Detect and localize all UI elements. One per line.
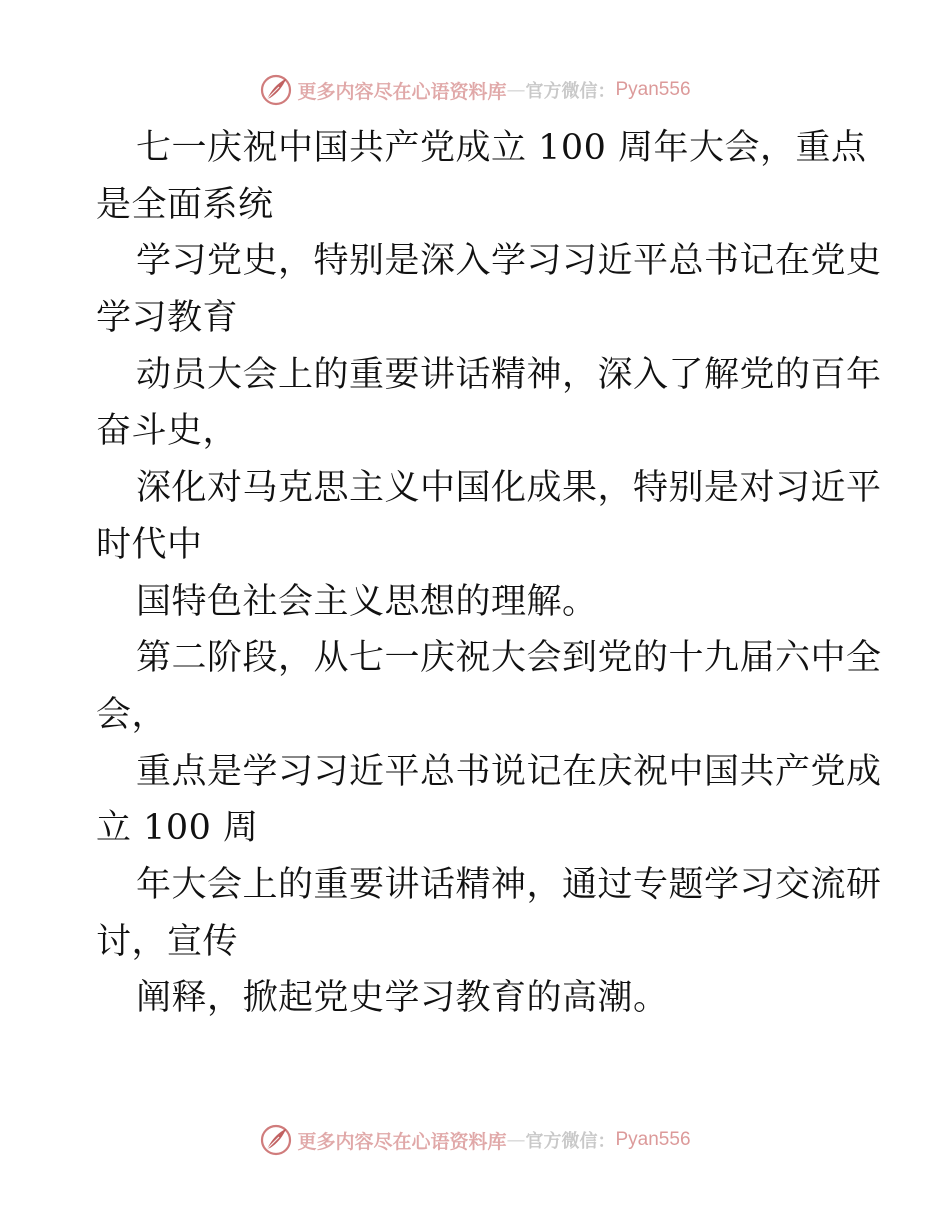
watermark-brand-text: 更多内容尽在心语资料库 (297, 80, 507, 103)
body-line: 奋斗史， (96, 411, 239, 452)
body-line: 学习教育 (96, 298, 239, 339)
watermark-separator: — (506, 1129, 526, 1151)
watermark-wechat-label: 官方微信： (525, 1131, 616, 1152)
watermark-separator: — (506, 79, 526, 101)
body-line: 立 100 周 (96, 808, 259, 849)
body-line: 国特色社会主义思想的理解。 (136, 581, 598, 622)
body-line: 第二阶段，从七一庆祝大会到党的十九届六中全 (136, 638, 882, 679)
watermark-wechat-id: Pyan556 (615, 1129, 691, 1150)
body-line: 年大会上的重要讲话精神，通过专题学习交流研 (136, 864, 882, 905)
footer-watermark (0, 1120, 950, 1160)
watermark-wechat-id: Pyan556 (615, 79, 691, 100)
body-line: 深化对马克思主义中国化成果，特别是对习近平 (136, 468, 882, 509)
body-line: 会， (96, 694, 168, 735)
watermark-brand-text: 更多内容尽在心语资料库 (297, 1130, 507, 1153)
body-line: 动员大会上的重要讲话精神，深入了解党的百年 (136, 354, 882, 395)
body-line: 重点是学习习近平总书说记在庆祝中国共产党成 (136, 751, 882, 792)
document-body (96, 120, 882, 1027)
feather-quill-logo-icon (259, 73, 293, 107)
body-line: 时代中 (96, 524, 203, 565)
header-watermark (0, 70, 950, 110)
body-line: 学习党史，特别是深入学习习近平总书记在党史 (136, 241, 882, 282)
body-line: 讨，宣传 (96, 921, 239, 962)
feather-quill-logo-icon (259, 1123, 293, 1157)
watermark-wechat-label: 官方微信： (525, 81, 616, 102)
body-line: 是全面系统 (96, 184, 274, 225)
body-line: 七一庆祝中国共产党成立 100 周年大会，重点 (136, 128, 867, 168)
body-line: 阐释，掀起党史学习教育的高潮。 (136, 978, 669, 1019)
